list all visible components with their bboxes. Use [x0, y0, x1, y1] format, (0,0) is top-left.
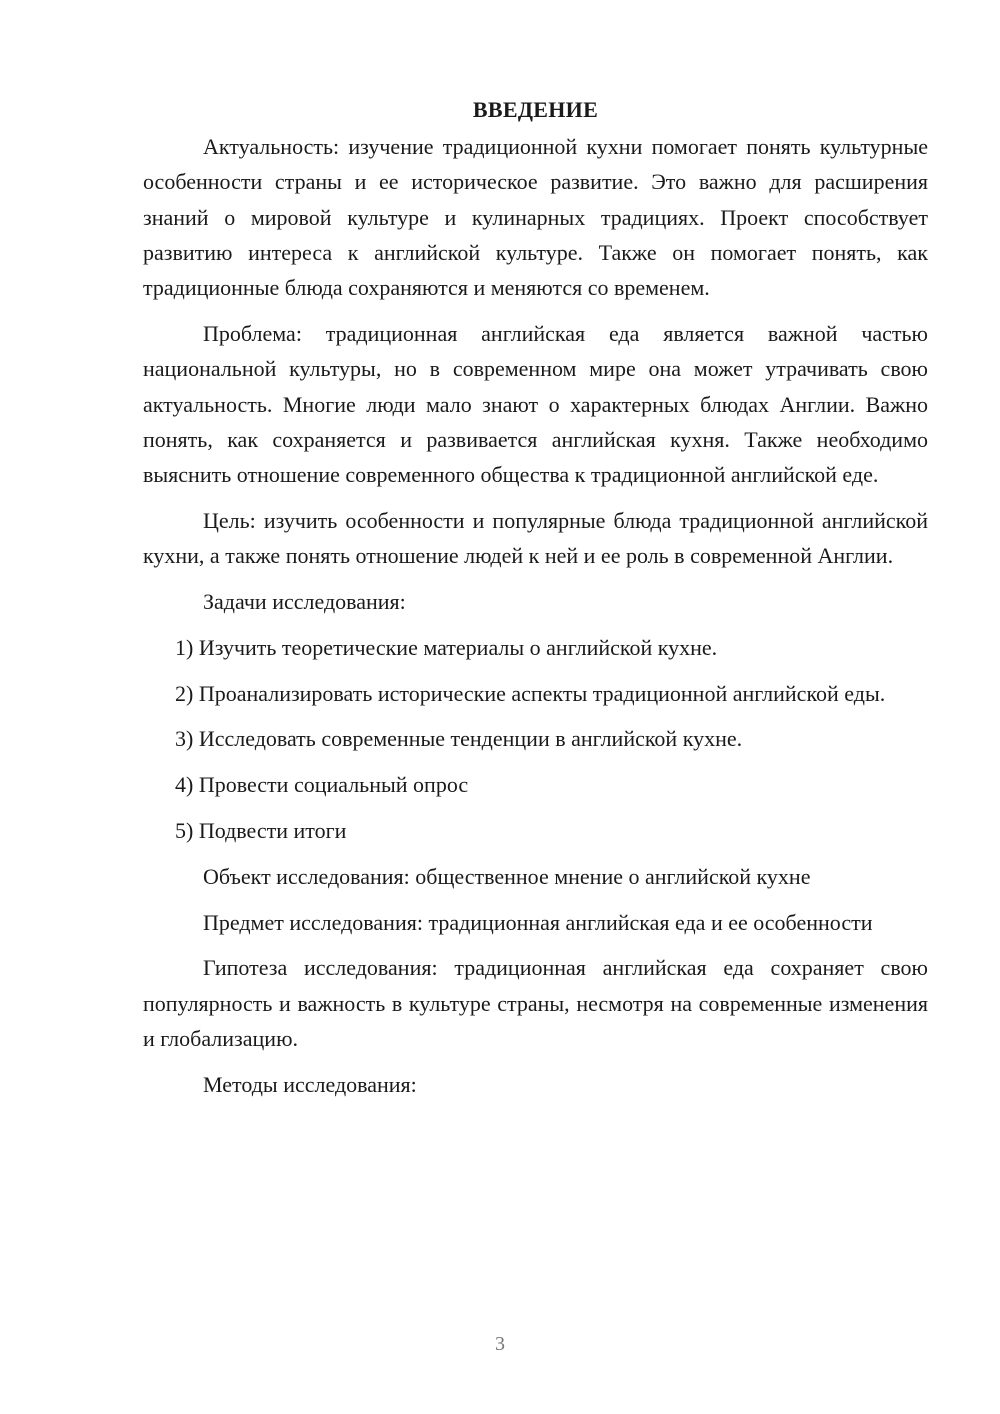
- paragraph-goal: Цель: изучить особенности и популярные блюда традиционной английской кухни, а также понять отношение людей к ней и ее роль в современной Англии.: [143, 507, 928, 569]
- paragraph-problem: Проблема: традиционная английская еда является важной частью национальной культуры, но в современном мире она может утрачивать свою актуальность. Многие люди мало знают о характерных блюдах Англии. Важно понять, как сохраняется и развивается английская кухня. Также необходимо выяснить отношение современного общества к традиционной английской еде.: [143, 320, 928, 488]
- task-item-3: 3) Исследовать современные тенденции в английской кухне.: [175, 726, 743, 752]
- task-item-4: 4) Провести социальный опрос: [175, 772, 469, 798]
- paragraph-hypothesis: Гипотеза исследования: традиционная английская еда сохраняет свою популярность и важность в культуре страны, несмотря на современные изменения и глобализацию.: [143, 955, 928, 1052]
- page-number: 3: [495, 1333, 505, 1355]
- paragraph-tasks-heading: Задачи исследования:: [203, 589, 406, 615]
- paragraph-relevance: Актуальность: изучение традиционной кухни помогает понять культурные особенности страны и ее историческое развитие. Это важно для расширения знаний о мировой культуре и кулинарных традициях. Проект способствует развитию интереса к английской культуре. Также он помогает понять, как традиционные блюда сохраняются и меняются со временем.: [143, 134, 928, 301]
- task-item-2: 2) Проанализировать исторические аспекты традиционной английской еды.: [175, 680, 886, 706]
- task-item-1: 1) Изучить теоретические материалы о английской кухне.: [175, 634, 718, 660]
- paragraph-object: Объект исследования: общественное мнение о английской кухне: [203, 863, 811, 889]
- document-page: [143, 92, 928, 1113]
- paragraph-methods: Методы исследования:: [203, 1071, 417, 1097]
- paragraph-subject: Предмет исследования: традиционная английская еда и ее особенности: [203, 909, 873, 935]
- section-title: ВВЕДЕНИЕ: [472, 97, 599, 122]
- task-item-5: 5) Подвести итоги: [175, 818, 347, 844]
